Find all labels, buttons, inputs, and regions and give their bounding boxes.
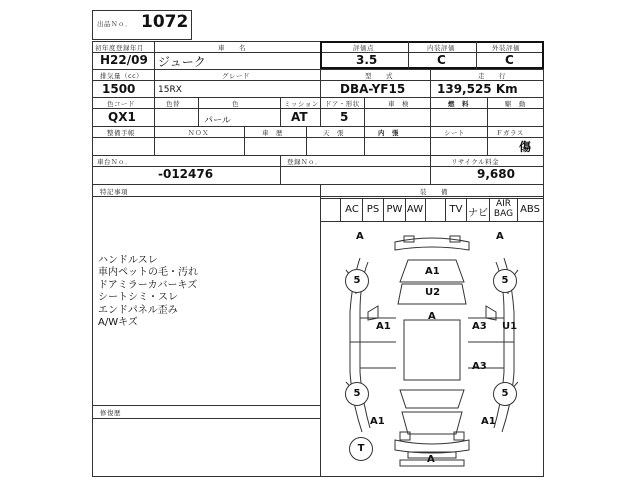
mark-left-front-door: A1 [376, 321, 391, 332]
mark-windshield: U2 [425, 287, 441, 298]
color-type-label: 色替 [166, 100, 180, 108]
cc-value: 1500 [102, 82, 136, 96]
chassis-value: -012476 [158, 167, 214, 181]
mark-roof: A [428, 311, 436, 322]
tyre-front-right: 5 [493, 269, 517, 293]
mark-front-right: A [496, 231, 504, 242]
mark-right-pillar: U1 [502, 321, 518, 332]
equip-ps: PS [366, 204, 380, 215]
inspection-label: 車 検 [388, 100, 409, 108]
interior-trim-label: 内 張 [378, 129, 399, 137]
name-value: ジューク [158, 55, 206, 69]
note-line: ハンドルスレ [98, 255, 158, 266]
tyre-rear-left: 5 [345, 382, 369, 406]
note-line: エンドパネル歪み [98, 304, 178, 316]
note-line: ドアミラーカバーキズ [98, 279, 198, 291]
mark-rear-bumper: A [427, 454, 435, 465]
history-label: 車 歴 [262, 129, 283, 137]
repair-label: 修復歴 [100, 409, 121, 417]
lot-label: 出品Ｎｏ． [97, 20, 132, 28]
score-label: 評価点 [353, 44, 374, 52]
sunroof-label: 天 張 [323, 129, 344, 137]
equip-aw: AW [406, 204, 424, 215]
fglass-label: Ｆガラス [496, 129, 524, 137]
model-label: 型 式 [365, 72, 393, 80]
tyre-rear-right: 5 [493, 382, 517, 406]
equip-abs: ABS [520, 204, 540, 215]
mark-hood: A1 [425, 266, 440, 277]
notes-list [98, 255, 198, 329]
reg-label: 初年度登録年月 [95, 44, 144, 52]
doors-value: 5 [340, 110, 349, 124]
mission-label: ミッション [284, 100, 319, 108]
color-code-value: QX1 [108, 110, 136, 124]
interior-score-value: C [437, 53, 446, 67]
grade-value: 15RX [158, 85, 182, 95]
tyre-front-left: 5 [345, 269, 369, 293]
score-value: 3.5 [356, 53, 378, 67]
notes-label: 特記事項 [100, 188, 128, 196]
mark-right-rear-door: A3 [472, 361, 487, 372]
fuel-label: 燃 料 [448, 100, 469, 108]
spare-tyre: T [349, 437, 373, 461]
mark-rear-left: A1 [370, 416, 385, 427]
mileage-label: 走 行 [478, 72, 506, 80]
drive-label: 駆 動 [505, 100, 526, 108]
color-value: パール [204, 116, 231, 126]
doors-label: ドア・形状 [325, 100, 360, 108]
equip-navi: ナビ [468, 208, 488, 219]
interior-score-label: 内装評価 [427, 44, 455, 52]
note-line: シートシミ・スレ [98, 292, 178, 304]
equip-pw: PW [386, 204, 403, 215]
equip-ac: AC [345, 204, 359, 215]
exterior-score-label: 外装評価 [492, 44, 520, 52]
mark-rear-right: A1 [481, 416, 496, 427]
manual-label: 整備手帳 [107, 129, 135, 137]
mileage-value: 139,525 Km [437, 82, 518, 96]
color-code-label: 色コード [107, 100, 135, 108]
regno-label: 登録Ｎｏ． [287, 158, 322, 166]
mission-value: AT [291, 110, 308, 124]
color-label: 色 [232, 100, 239, 108]
mark-right-front-door: A3 [472, 321, 487, 332]
cc-label: 排気量（cc） [100, 72, 144, 80]
recycle-label: リサイクル料金 [451, 158, 500, 166]
equipment-label: 装 備 [420, 188, 448, 196]
model-value: DBA-YF15 [340, 82, 406, 96]
seat-label: シート [444, 129, 465, 137]
chassis-label: 車台Ｎｏ． [97, 158, 132, 166]
note-line: A/Wキズ [98, 317, 138, 329]
grade-label: グレード [222, 72, 250, 80]
equip-airbag: AIR BAG [493, 199, 514, 219]
nox-label: ＮＯＸ [188, 129, 209, 137]
name-label: 車 名 [218, 44, 246, 52]
note-line: 車内ペットの毛・汚れ [98, 267, 198, 279]
mark-front-left: A [356, 231, 364, 242]
fglass-value: 傷 [519, 140, 532, 154]
exterior-score-value: C [505, 53, 514, 67]
recycle-value: 9,680 [477, 167, 515, 181]
equip-tv: TV [449, 204, 463, 215]
reg-value: H22/09 [100, 53, 148, 67]
lot-number: 1072 [141, 12, 189, 32]
